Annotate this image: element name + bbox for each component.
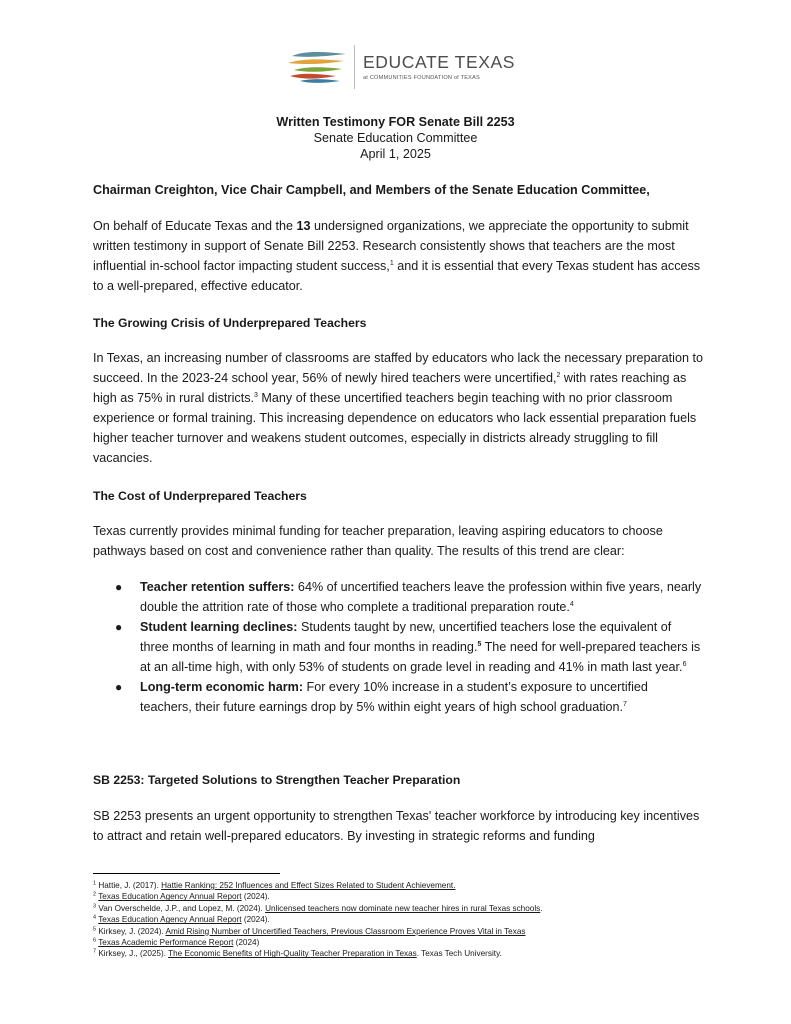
footnote-ref-4[interactable]: 4 bbox=[569, 600, 574, 608]
logo-name: EDUCATE TEXAS bbox=[363, 51, 516, 72]
cost-bullet-list bbox=[93, 577, 703, 717]
footnote-6: $^6$ Texas Academic Performance Report (2024) bbox=[93, 937, 260, 948]
footnote-7: $^7$ Kirksey, J., (2025). The Economic Benefits of High-Quality Teacher Preparation in Texas. Texas Tech University. bbox=[93, 948, 502, 959]
logo-divider bbox=[354, 45, 355, 89]
footnotes bbox=[93, 880, 713, 960]
section-heading-sb2253: SB 2253: Targeted Solutions to Strengthen Teacher Preparation bbox=[93, 773, 461, 787]
footnote-ref-1[interactable]: 1 bbox=[389, 259, 394, 267]
logo-tagline: at COMMUNITIES FOUNDATION of TEXAS bbox=[363, 74, 480, 81]
footnote-ref-7[interactable]: 7 bbox=[623, 700, 627, 708]
list-item: ● Long-term economic harm: For every 10% increase in a student’s exposure to uncertified teachers, their future earnings drop by 5% within eight years of high school graduation.$^7$ bbox=[93, 677, 703, 717]
bullet-icon: ● bbox=[115, 620, 123, 634]
salutation: Chairman Creighton, Vice Chair Campbell, and Members of the Senate Education Committee, bbox=[93, 183, 650, 197]
bullet-icon: ● bbox=[115, 580, 123, 594]
footnote-7-link[interactable]: The Economic Benefits of High-Quality Teacher Preparation in Texas bbox=[168, 949, 417, 959]
testimony-date: April 1, 2025 bbox=[360, 147, 431, 161]
list-item: ● Teacher retention suffers: 64% of uncertified teachers leave the profession within five years, nearly double the attrition rate of those who complete a traditional preparation route.$^4$ bbox=[93, 577, 703, 617]
organization-count: 13 bbox=[296, 219, 311, 233]
footnote-ref-2[interactable]: 2 bbox=[556, 371, 561, 379]
footnote-4-link[interactable]: Texas Education Agency Annual Report bbox=[98, 915, 242, 925]
committee-name: Senate Education Committee bbox=[313, 131, 478, 145]
section-heading-cost: The Cost of Underprepared Teachers bbox=[93, 489, 307, 503]
footnote-1: $^1$ Hattie, J. (2017). Hattie Ranking: 252 Influences and Effect Sizes Related to Student Achievement. bbox=[93, 880, 456, 890]
footnote-4: $^4$ Texas Education Agency Annual Report (2024). bbox=[93, 914, 270, 925]
footnote-5-link[interactable]: Amid Rising Number of Uncertified Teachers, Previous Classroom Experience Proves Vital in Texas bbox=[165, 926, 526, 936]
footnote-1-link[interactable]: Hattie Ranking: 252 Influences and Effect Sizes Related to Student Achievement. bbox=[161, 881, 456, 890]
footnote-2-link[interactable]: Texas Education Agency Annual Report bbox=[98, 892, 242, 902]
list-item: ● Student learning declines: Students taught by new, uncertified teachers lose the equivalent of three months of learning in math and four months in reading.$^5$ The need for well-prepared teachers is at an all-time high, with only 53% of students on grade level in reading and 41% in math last year.$^6$ bbox=[93, 617, 703, 677]
educate-texas-logo bbox=[286, 44, 515, 90]
intro-paragraph: On behalf of Educate Texas and the 13 undersigned organizations, we appreciate the opportunity to submit written testimony in support of Senate Bill 2253. Research consistently shows that teachers are the most influential in-school factor impacting student success,$^1$ and it is essential that every Texas student has access to a well-prepared, effective educator. bbox=[93, 219, 701, 293]
footnote-6-link[interactable]: Texas Academic Performance Report bbox=[98, 938, 234, 948]
educate-texas-logo-mark-icon bbox=[286, 50, 348, 84]
footnote-3: $^3$ Van Overschelde, J.P., and Lopez, M. (2024). Unlicensed teachers now dominate new teacher hires in rural Texas schools. bbox=[93, 903, 543, 913]
testimony-title: Written Testimony FOR Senate Bill 2253 bbox=[276, 115, 515, 129]
footnote-ref-6[interactable]: 6 bbox=[682, 660, 687, 668]
sb2253-paragraph: SB 2253 presents an urgent opportunity to strengthen Texas' teacher workforce by introducing key incentives to attract and retain well-prepared educators. By investing in strategic reforms and funding bbox=[93, 809, 700, 843]
bullet-icon: ● bbox=[115, 680, 123, 694]
footnote-2: $^2$ Texas Education Agency Annual Report (2024). bbox=[93, 891, 270, 902]
footnote-5: $^5$ Kirksey, J. (2024). Amid Rising Number of Uncertified Teachers, Previous Classroom Experience Proves Vital in Texas bbox=[93, 925, 526, 936]
section-heading-growing-crisis: The Growing Crisis of Underprepared Teachers bbox=[93, 316, 367, 330]
footnote-3-link[interactable]: Unlicensed teachers now dominate new teacher hires in rural Texas schools bbox=[265, 903, 541, 913]
cost-intro-paragraph: Texas currently provides minimal funding for teacher preparation, leaving aspiring educators to choose pathways based on cost and convenience rather than quality. The results of this trend are clear: bbox=[93, 524, 663, 558]
footnote-ref-3[interactable]: 3 bbox=[254, 391, 258, 399]
growing-crisis-paragraph: In Texas, an increasing number of classrooms are staffed by educators who lack the necessary preparation to succeed. In the 2023-24 school year, 56% of newly hired teachers were uncertified,$^2$ with rates reaching as high as 75% in rural districts.$^3$ Many of these uncertified teachers begin teaching with no prior classroom experience or formal training. This increasing dependence on educators who lack essential preparation fuels higher teacher turnover and weakens student outcomes, especially in districts already struggling to fill vacancies. bbox=[93, 351, 703, 465]
footnote-divider bbox=[93, 873, 280, 874]
footnote-ref-5[interactable]: 5 bbox=[477, 640, 482, 648]
